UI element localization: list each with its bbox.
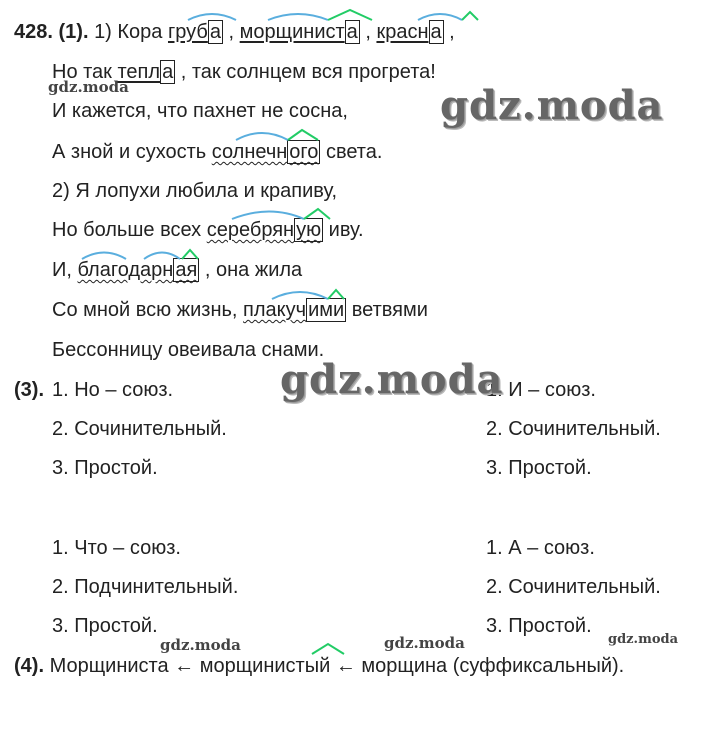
watermark: gdz.moda [280, 356, 504, 403]
word-ending: ого [289, 141, 319, 163]
analysis-right2-item: 3. Простой. [486, 615, 592, 637]
root-arc [236, 133, 288, 140]
word-stem: морщинист [239, 21, 345, 43]
separator: , [222, 21, 240, 43]
line-text: иву. [323, 219, 364, 241]
poem-line-1 [14, 20, 455, 44]
word-stem: плакуч [243, 299, 307, 321]
part-4 [14, 654, 624, 678]
poem-line-5: 2) Я лопухи любила и крапиву, [52, 180, 338, 202]
line-text: А зной и сухость [52, 141, 212, 163]
line-text: света. [320, 141, 383, 163]
line-text: ветвями [346, 299, 428, 321]
line-text: , она жила [199, 259, 303, 281]
line-text: 1) Кора [94, 21, 168, 43]
suffix-caret [312, 644, 344, 654]
suffix-caret [462, 12, 478, 20]
separator: , [359, 21, 377, 43]
suffix-caret [328, 10, 372, 20]
watermark: gdz.moda [608, 632, 679, 647]
word-ending: а [162, 61, 174, 83]
line-text: Со мной всю жизнь, [52, 299, 244, 321]
line-text: И, [52, 259, 78, 281]
poem-line-7 [52, 258, 302, 282]
word-ending: а [209, 21, 221, 43]
word-stem: тепл [117, 61, 161, 83]
watermark: gdz.moda [440, 82, 664, 129]
analysis-left1-item: 2. Сочинительный. [52, 418, 227, 440]
word-stem: красн [376, 21, 429, 43]
line-text: Но так [52, 61, 118, 83]
analysis-left2-item: 2. Подчинительный. [52, 576, 239, 598]
word-ending: ая [175, 259, 198, 281]
analysis-right2-item: 1. А – союз. [486, 537, 595, 559]
word-ending: ими [308, 299, 345, 321]
line-text: Но больше всех [52, 219, 207, 241]
watermark: gdz.moda [384, 634, 465, 652]
suffix-caret [288, 130, 318, 140]
watermark: gdz.moda [48, 78, 129, 96]
word-stem: благодарн [77, 259, 174, 281]
analysis-left1-item: 3. Простой. [52, 457, 158, 479]
analysis-left1-item: 1. Но – союз. [52, 379, 174, 401]
analysis-right1-item: 1. И – союз. [486, 379, 596, 401]
word-stem: солнечн [211, 141, 288, 163]
task-number: 428. [14, 21, 53, 43]
analysis-right1-item: 3. Простой. [486, 457, 592, 479]
word-formation-chain: Морщиниста ← морщинистый ← морщина (суффиксальный). [49, 655, 625, 677]
word-ending: ую [296, 219, 322, 241]
separator: , [443, 21, 455, 43]
poem-line-3: И кажется, что пахнет не сосна, [52, 100, 348, 122]
poem-line-6 [52, 218, 364, 242]
analysis-right2-item: 2. Сочинительный. [486, 576, 661, 598]
poem-line-4 [52, 140, 382, 164]
word-ending: а [430, 21, 442, 43]
part-3-label: (3). [14, 379, 44, 401]
watermark: gdz.moda [160, 636, 241, 654]
word-stem: груб [167, 21, 208, 43]
part-4-label: (4). [14, 655, 44, 677]
poem-line-9: Бессонницу овеивала снами. [52, 339, 325, 361]
analysis-right1-item: 2. Сочинительный. [486, 418, 661, 440]
analysis-left2-item: 1. Что – союз. [52, 537, 181, 559]
word-stem: серебрян [206, 219, 295, 241]
part-1-label: (1). [58, 21, 89, 43]
analysis-left2-item: 3. Простой. [52, 615, 158, 637]
poem-line-8 [52, 298, 428, 322]
line-text: , так солнцем вся прогрета! [175, 61, 436, 83]
word-ending: а [346, 21, 358, 43]
